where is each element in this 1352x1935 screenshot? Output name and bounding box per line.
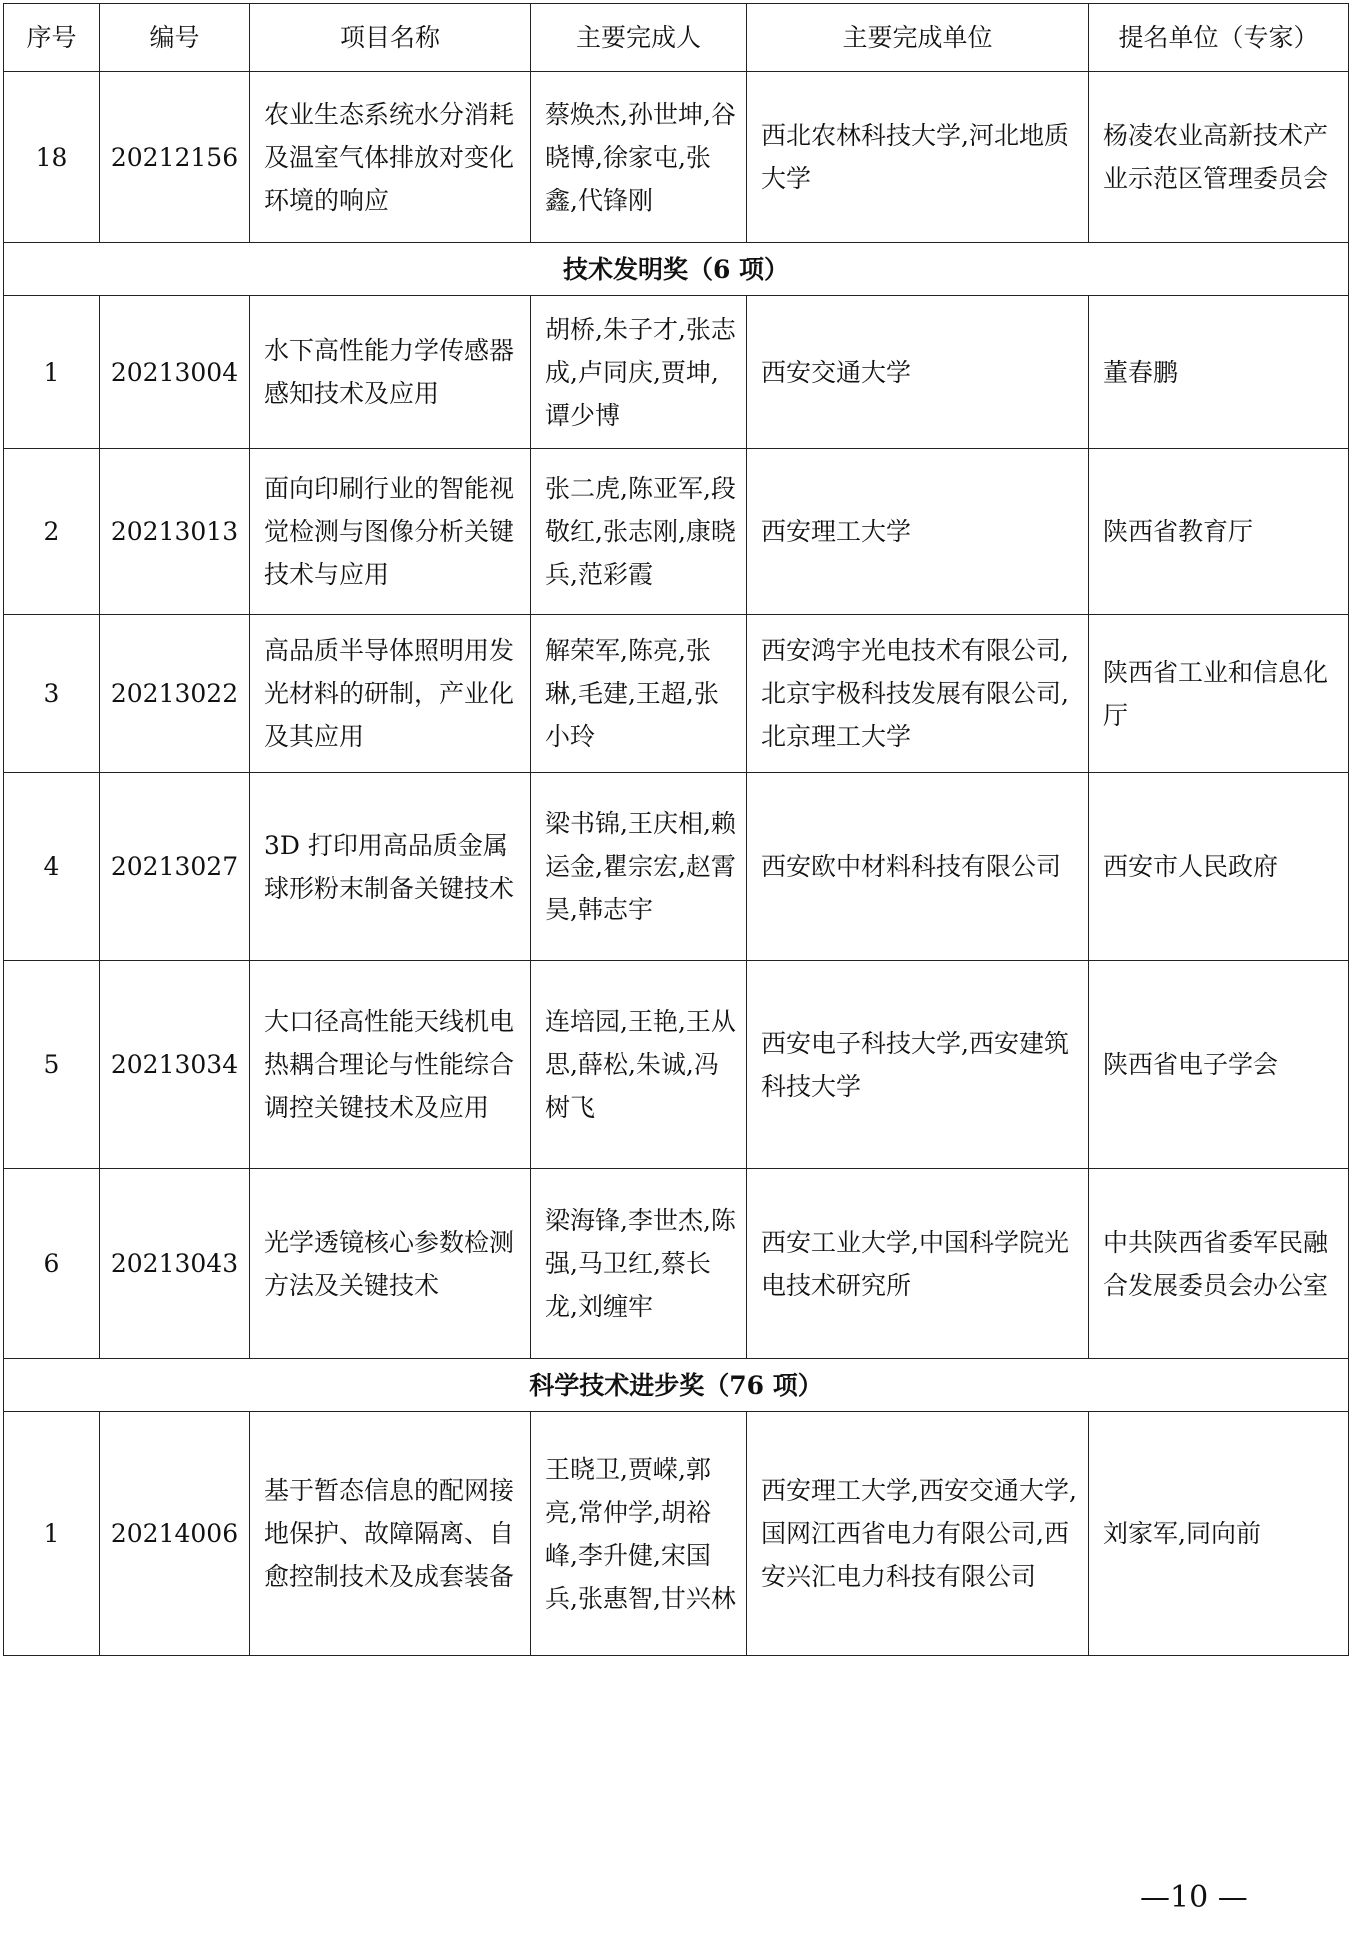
header-index: 序号 [4,4,100,72]
table-row [4,296,1349,449]
cell-nominator: 中共陕西省委军民融合发展委员会办公室 [1089,1169,1349,1359]
cell-unit: 西安理工大学 [747,449,1089,615]
table-header-row [4,4,1349,72]
award-table [3,3,1349,1656]
header-nominator: 提名单位（专家） [1089,4,1349,72]
table-row [4,1412,1349,1656]
cell-nominator: 杨凌农业高新技术产业示范区管理委员会 [1089,72,1349,243]
cell-project-name: 基于暂态信息的配网接地保护、故障隔离、自愈控制技术及成套装备 [250,1412,531,1656]
cell-index: 5 [4,961,100,1169]
cell-code: 20213027 [100,773,250,961]
page-number: —10 — [1140,1880,1248,1915]
header-people: 主要完成人 [531,4,747,72]
cell-project-name: 水下高性能力学传感器感知技术及应用 [250,296,531,449]
cell-people: 解荣军,陈亮,张琳,毛建,王超,张小玲 [531,615,747,773]
header-code: 编号 [100,4,250,72]
cell-project-name: 光学透镜核心参数检测方法及关键技术 [250,1169,531,1359]
section-title-progress: 科学技术进步奖（76 项） [4,1359,1349,1412]
header-project-name: 项目名称 [250,4,531,72]
cell-unit: 西安欧中材料科技有限公司 [747,773,1089,961]
cell-nominator: 西安市人民政府 [1089,773,1349,961]
cell-project-name: 大口径高性能天线机电热耦合理论与性能综合调控关键技术及应用 [250,961,531,1169]
cell-unit: 西安工业大学,中国科学院光电技术研究所 [747,1169,1089,1359]
cell-index: 3 [4,615,100,773]
cell-unit: 西北农林科技大学,河北地质大学 [747,72,1089,243]
cell-project-name: 农业生态系统水分消耗及温室气体排放对变化环境的响应 [250,72,531,243]
cell-code: 20213004 [100,296,250,449]
table-row [4,72,1349,243]
table-row [4,449,1349,615]
cell-index: 2 [4,449,100,615]
cell-unit: 西安交通大学 [747,296,1089,449]
section-title-invention: 技术发明奖（6 项） [4,243,1349,296]
cell-people: 胡桥,朱子才,张志成,卢同庆,贾坤,谭少博 [531,296,747,449]
cell-nominator: 陕西省教育厅 [1089,449,1349,615]
cell-people: 王晓卫,贾嵘,郭亮,常仲学,胡裕峰,李升健,宋国兵,张惠智,甘兴林 [531,1412,747,1656]
table-row [4,961,1349,1169]
cell-code: 20213043 [100,1169,250,1359]
cell-project-name: 高品质半导体照明用发光材料的研制，产业化及其应用 [250,615,531,773]
cell-nominator: 董春鹏 [1089,296,1349,449]
cell-index: 18 [4,72,100,243]
cell-unit: 西安理工大学,西安交通大学,国网江西省电力有限公司,西安兴汇电力科技有限公司 [747,1412,1089,1656]
cell-code: 20212156 [100,72,250,243]
cell-people: 张二虎,陈亚军,段敬红,张志刚,康晓兵,范彩霞 [531,449,747,615]
cell-nominator: 陕西省工业和信息化厅 [1089,615,1349,773]
cell-index: 1 [4,1412,100,1656]
cell-code: 20213034 [100,961,250,1169]
cell-nominator: 刘家军,同向前 [1089,1412,1349,1656]
section-row [4,1359,1349,1412]
cell-code: 20213013 [100,449,250,615]
cell-people: 蔡焕杰,孙世坤,谷晓博,徐家屯,张鑫,代锋刚 [531,72,747,243]
cell-unit: 西安电子科技大学,西安建筑科技大学 [747,961,1089,1169]
cell-people: 梁海锋,李世杰,陈强,马卫红,蔡长龙,刘缠牢 [531,1169,747,1359]
cell-people: 梁书锦,王庆相,赖运金,瞿宗宏,赵霄昊,韩志宇 [531,773,747,961]
cell-project-name: 3D 打印用高品质金属球形粉末制备关键技术 [250,773,531,961]
cell-nominator: 陕西省电子学会 [1089,961,1349,1169]
cell-unit: 西安鸿宇光电技术有限公司,北京宇极科技发展有限公司,北京理工大学 [747,615,1089,773]
cell-code: 20213022 [100,615,250,773]
cell-code: 20214006 [100,1412,250,1656]
section-row [4,243,1349,296]
cell-people: 连培园,王艳,王从思,薛松,朱诚,冯树飞 [531,961,747,1169]
table-row [4,1169,1349,1359]
cell-index: 4 [4,773,100,961]
cell-project-name: 面向印刷行业的智能视觉检测与图像分析关键技术与应用 [250,449,531,615]
table-row [4,615,1349,773]
cell-index: 6 [4,1169,100,1359]
header-unit: 主要完成单位 [747,4,1089,72]
table-row [4,773,1349,961]
cell-index: 1 [4,296,100,449]
